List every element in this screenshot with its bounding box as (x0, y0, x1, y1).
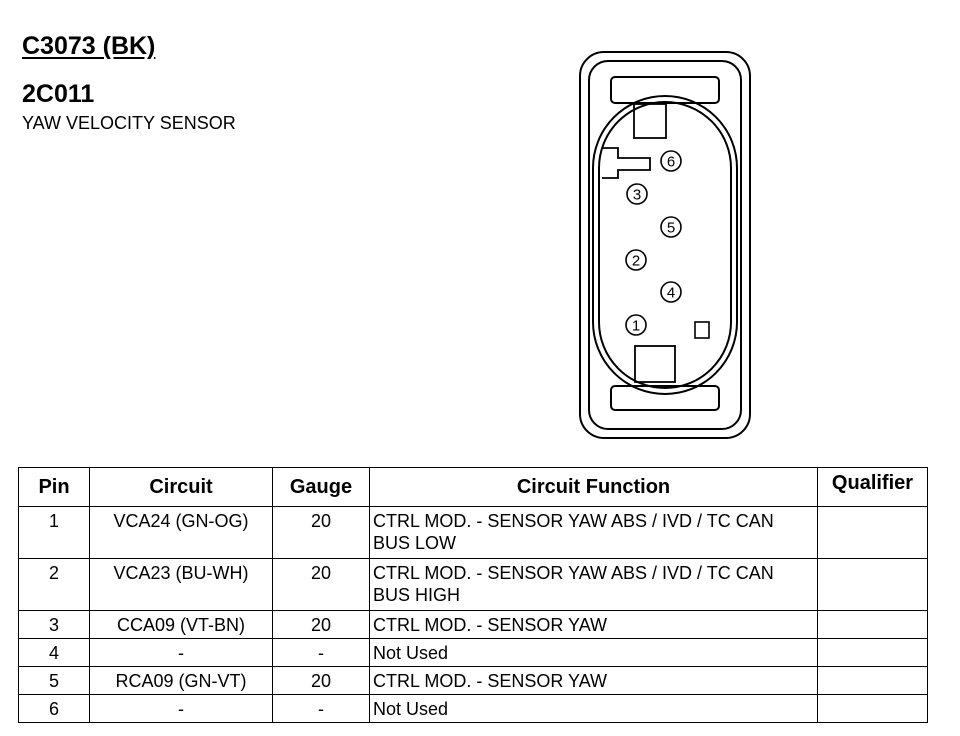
pin-label-1: 1 (631, 317, 641, 335)
pin-label-6: 6 (666, 153, 676, 171)
connector-housing-inner (589, 61, 741, 429)
connector-key-top (634, 104, 666, 138)
cell-qualifier (818, 559, 928, 611)
pin-marker-5 (661, 217, 681, 237)
connector-face-diagram (560, 40, 770, 450)
cell-function: Not Used (370, 695, 818, 723)
cell-pin: 1 (19, 507, 90, 559)
pin-marker-2 (626, 250, 646, 270)
table-row (19, 667, 928, 695)
connector-id: C3073 (BK) (22, 32, 156, 60)
cell-gauge: - (273, 695, 370, 723)
cell-circuit: CCA09 (VT-BN) (90, 611, 273, 639)
table-row (19, 695, 928, 723)
cell-pin: 6 (19, 695, 90, 723)
connector-latch-top (611, 77, 719, 103)
cell-gauge: 20 (273, 559, 370, 611)
cell-qualifier (818, 639, 928, 667)
component-name: YAW VELOCITY SENSOR (22, 113, 236, 133)
table-row (19, 639, 928, 667)
pin-label-2: 2 (631, 252, 641, 270)
pin-label-3: 3 (632, 186, 642, 204)
header-circuit-function: Circuit Function (370, 468, 818, 507)
cell-qualifier (818, 667, 928, 695)
connector-key-bottom (635, 346, 675, 382)
cell-pin: 2 (19, 559, 90, 611)
pin-marker-3 (627, 184, 647, 204)
cell-pin: 4 (19, 639, 90, 667)
cell-pin: 3 (19, 611, 90, 639)
cell-gauge: 20 (273, 611, 370, 639)
connector-oval-outer (593, 96, 737, 394)
pin-label-5: 5 (666, 219, 676, 237)
pin-label-4: 4 (666, 284, 676, 302)
cell-gauge: 20 (273, 667, 370, 695)
cell-pin: 5 (19, 667, 90, 695)
connector-latch-bottom (611, 386, 719, 410)
connector-key-left (602, 148, 650, 178)
header-gauge: Gauge (273, 468, 370, 507)
cell-circuit: VCA24 (GN-OG) (90, 507, 273, 559)
header-circuit: Circuit (90, 468, 273, 507)
cell-function: CTRL MOD. - SENSOR YAW (370, 667, 818, 695)
pinout-table (18, 467, 928, 723)
cell-gauge: 20 (273, 507, 370, 559)
connector-key-right (695, 322, 709, 338)
cell-function: CTRL MOD. - SENSOR YAW ABS / IVD / TC CAN BUS LOW (370, 507, 818, 559)
cell-circuit: - (90, 695, 273, 723)
pin-marker-6 (661, 151, 681, 171)
cell-qualifier (818, 507, 928, 559)
cell-circuit: - (90, 639, 273, 667)
cell-circuit: VCA23 (BU-WH) (90, 559, 273, 611)
cell-function: Not Used (370, 639, 818, 667)
table-row (19, 611, 928, 639)
table-header-row (19, 468, 928, 507)
header-qualifier: Qualifier (818, 468, 928, 507)
component-id: 2C011 (22, 80, 95, 108)
cell-function: CTRL MOD. - SENSOR YAW (370, 611, 818, 639)
table-row (19, 559, 928, 611)
cell-circuit: RCA09 (GN-VT) (90, 667, 273, 695)
pin-marker-4 (661, 282, 681, 302)
cell-qualifier (818, 695, 928, 723)
pin-marker-1 (626, 315, 646, 335)
connector-housing-outer (580, 52, 750, 438)
cell-gauge: - (273, 639, 370, 667)
cell-function: CTRL MOD. - SENSOR YAW ABS / IVD / TC CAN BUS HIGH (370, 559, 818, 611)
table-row (19, 507, 928, 559)
header-pin: Pin (19, 468, 90, 507)
cell-qualifier (818, 611, 928, 639)
